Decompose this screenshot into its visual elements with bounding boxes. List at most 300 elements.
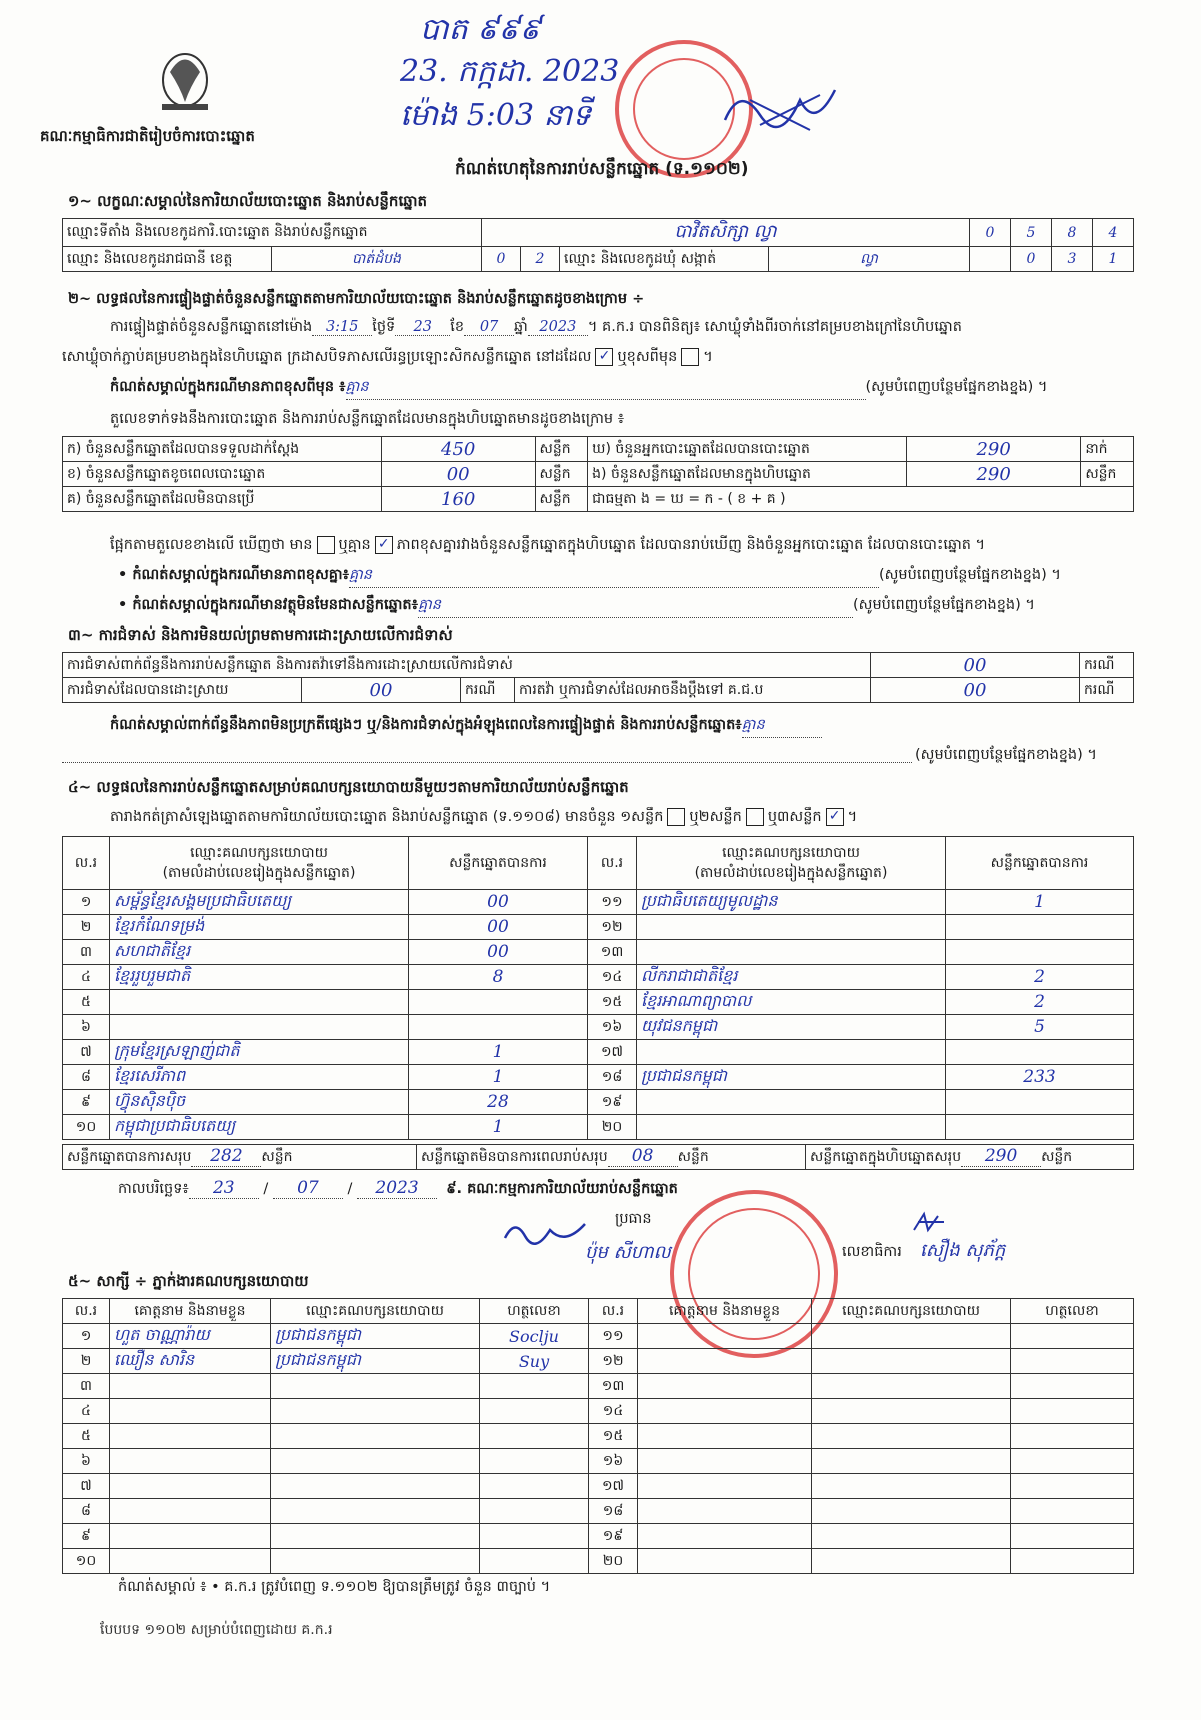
s4-total-label: សន្លឹកឆ្នោតក្នុងហិបឆ្នោតសរុប xyxy=(810,1149,962,1165)
s2-text: ។ គ.ក.រ បានពិនិត្យ៖ សោឃ្លុំទាំងពីរចាក់នៅគម្របខាងក្រៅនៃហិបឆ្នោត xyxy=(587,319,962,335)
witness-no-cell: ៨ xyxy=(63,1499,110,1524)
witness-party-cell xyxy=(812,1324,1011,1349)
section-4-heading: ៤~ លទ្ធផលនៃការរាប់សន្លឹកឆ្នោតសម្រាប់គណបក្សនយោបាយនីមួយៗតាមការិយាល័យរាប់សន្លឹកឆ្នោត xyxy=(68,778,629,796)
table-row xyxy=(63,1040,1134,1065)
witness-party-cell xyxy=(812,1424,1011,1449)
two-sheets-checkbox[interactable] xyxy=(746,808,764,826)
s2-unit: សន្លឹក xyxy=(535,462,588,487)
s2-ngo-value: 290 xyxy=(906,462,1080,487)
result-party-cell: ខ្មែររួបរួមជាតិ xyxy=(110,965,409,990)
witness-name-cell xyxy=(638,1424,812,1449)
witness-party-cell xyxy=(271,1499,480,1524)
witness-party-cell xyxy=(271,1399,480,1424)
result-no-cell: ១២ xyxy=(588,915,637,940)
s2-note-label: កំណត់សម្គាល់ក្នុងករណីមានភាពខុសពីមុន ៖ xyxy=(110,379,346,395)
result-party-cell: ប្រជាជនកម្ពុជា xyxy=(637,1065,946,1090)
result-party-cell xyxy=(110,1015,409,1040)
s1-province-name: បាត់ដំបង xyxy=(352,250,401,267)
witness-party-cell xyxy=(812,1474,1011,1499)
witness-party-cell xyxy=(271,1549,480,1574)
s2-note-2 xyxy=(118,566,1061,588)
chair-name: ប៉ុម សីហាល xyxy=(585,1242,671,1263)
witness-no-cell: ៥ xyxy=(63,1424,110,1449)
witness-signature-cell xyxy=(480,1449,589,1474)
witness-party-cell xyxy=(271,1449,480,1474)
table-row xyxy=(63,1549,1134,1574)
witness-no-cell: ១៣ xyxy=(589,1374,638,1399)
witness-name-cell xyxy=(110,1399,271,1424)
table-row xyxy=(63,940,1134,965)
witness-table xyxy=(62,1298,1134,1574)
witness-party-cell xyxy=(812,1449,1011,1474)
witness-name-cell xyxy=(110,1424,271,1449)
witness-party-cell xyxy=(812,1399,1011,1424)
nec-emblem-icon xyxy=(150,42,220,117)
s4-text: ឬ២សន្លឹក xyxy=(689,809,742,825)
s1-row1-label: ឈ្មោះទីតាំង និងលេខកូដការិ.បោះឆ្នោត និងរាប់សន្លឹកឆ្នោត xyxy=(63,219,482,247)
s4-date-month: 07 xyxy=(273,1178,343,1199)
s4-totals-table xyxy=(62,1144,1134,1170)
col-party-subtitle: (តាមលំដាប់លេខរៀងក្នុងសន្លឹកឆ្នោត) xyxy=(694,865,888,881)
s2-unit: សន្លឹក xyxy=(535,487,588,512)
result-party-cell: សម្ព័ន្ធខ្មែរសង្គមប្រជាធិបតេយ្យ xyxy=(110,890,409,915)
result-party-cell: យុវជនកម្ពុជា xyxy=(637,1015,946,1040)
result-no-cell: ៩ xyxy=(63,1090,110,1115)
s1-code-digit: 0 xyxy=(970,219,1011,247)
result-no-cell: ១៤ xyxy=(588,965,637,990)
witness-signature-cell xyxy=(480,1399,589,1424)
result-party-cell: ខ្មែរកំណែទម្រង់ xyxy=(110,915,409,940)
result-no-cell: ១៩ xyxy=(588,1090,637,1115)
witness-signature-cell xyxy=(1011,1399,1134,1424)
col-party-header xyxy=(110,837,409,890)
result-votes-cell xyxy=(946,915,1134,940)
result-party-cell xyxy=(637,1040,946,1065)
s2-note-2-value: គ្មាន xyxy=(349,566,879,588)
witness-name-cell: ឈឿន សារិន xyxy=(110,1349,271,1374)
s2-text: ភាពខុសគ្នារវាងចំនួនសន្លឹកឆ្នោតក្នុងហិបឆ្នោត ដែលបានរាប់ឃើញ និងចំនួនអ្នកបោះឆ្នោត ដែលបានបោះឆ្នោត ។ xyxy=(396,537,986,553)
witness-name-cell xyxy=(638,1449,812,1474)
col-party-subtitle: (តាមលំដាប់លេខរៀងក្នុងសន្លឹកឆ្នោត) xyxy=(162,865,356,881)
witness-signature-cell xyxy=(480,1524,589,1549)
result-no-cell: ១ xyxy=(63,890,110,915)
witness-party-cell xyxy=(812,1499,1011,1524)
s2-note-1 xyxy=(110,378,1047,400)
witness-no-cell: ១៥ xyxy=(589,1424,638,1449)
s4-total-valid-value: 282 xyxy=(191,1146,261,1167)
result-party-cell: ហ៊្វុនស៊ិនប៉ិច xyxy=(110,1090,409,1115)
s2-note-label: • កំណត់សម្គាល់ក្នុងករណីមានភាពខុសគ្នា៖ xyxy=(118,567,349,583)
s1-commune-code-digit: 0 xyxy=(1011,247,1052,272)
witness-no-cell: ១៤ xyxy=(589,1399,638,1424)
s4-total-invalid xyxy=(417,1145,806,1170)
s2-unit: សន្លឹក xyxy=(1081,462,1134,487)
witness-no-cell: ១៧ xyxy=(589,1474,638,1499)
s1-commune-name: ល្វា xyxy=(860,250,878,267)
witness-name-cell xyxy=(638,1524,812,1549)
witness-signature-cell xyxy=(1011,1499,1134,1524)
secretary-name: សឿង សុភ័ក្ត xyxy=(920,1240,1006,1261)
s4-total-box xyxy=(806,1145,1134,1170)
s2-note-suffix: (សូមបំពេញបន្ថែមផ្នែកខាងខ្នង) ។ xyxy=(853,597,1035,613)
witness-signature-cell xyxy=(1011,1474,1134,1499)
witness-name-cell: ហួត ចាណ្ណារ៉ាយ xyxy=(110,1324,271,1349)
result-votes-cell xyxy=(946,1115,1134,1140)
s2-compare xyxy=(110,536,985,557)
w-col-name: គោត្តនាម និងនាមខ្លួន xyxy=(110,1299,271,1324)
table-row xyxy=(63,1015,1134,1040)
witness-signature-cell: Suy xyxy=(480,1349,589,1374)
witness-no-cell: ២ xyxy=(63,1349,110,1374)
result-votes-cell: 1 xyxy=(409,1040,588,1065)
table-row xyxy=(63,1474,1134,1499)
s2-intro: តួលេខទាក់ទងនឹងការបោះឆ្នោត និងការរាប់សន្លឹកឆ្នោតដែលមានក្នុងហិបឆ្នោតមានដូចខាងក្រោម ៖ xyxy=(110,411,625,427)
s4-text: ឬ៣សន្លឹក xyxy=(767,809,822,825)
witness-name-cell xyxy=(638,1349,812,1374)
section-1-heading: ១~ លក្ខណៈសម្គាល់នៃការិយាល័យបោះឆ្នោត និងរាប់សន្លឹកឆ្នោត xyxy=(68,192,428,210)
s2-time: 3:15 xyxy=(312,319,372,336)
section-2-heading: ២~ លទ្ធផលនៃការផ្ទៀងផ្ទាត់ចំនួនសន្លឹកឆ្នោតតាមការិយាល័យបោះឆ្នោត និងរាប់សន្លឹកឆ្នោតដូចខាងក្រោម ÷ xyxy=(68,291,645,307)
result-party-cell xyxy=(637,940,946,965)
witness-party-cell xyxy=(812,1349,1011,1374)
result-votes-cell: 233 xyxy=(946,1065,1134,1090)
witness-name-cell xyxy=(110,1524,271,1549)
table-row xyxy=(63,1499,1134,1524)
s2-unit: នាក់ xyxy=(1081,437,1134,462)
result-votes-cell: 1 xyxy=(409,1115,588,1140)
witness-no-cell: ៩ xyxy=(63,1524,110,1549)
s2-figures-table xyxy=(62,436,1134,512)
s2-g-label: គ) ចំនួនសន្លឹកឆ្នោតដែលមិនបានប្រើ xyxy=(63,487,382,512)
witness-name-cell xyxy=(110,1449,271,1474)
witness-no-cell: ១ xyxy=(63,1324,110,1349)
s2-ng-value: 290 xyxy=(906,437,1080,462)
s2-text: ការផ្ទៀងផ្ទាត់ចំនួនសន្លឹកឆ្នោតនៅម៉ោង xyxy=(110,319,313,335)
s4-date-year: 2023 xyxy=(357,1178,437,1199)
s2-k-value: 450 xyxy=(381,437,535,462)
section-1-table xyxy=(62,218,1134,272)
result-party-cell: ខ្មែរសេរីភាព xyxy=(110,1065,409,1090)
s3-note xyxy=(110,716,822,738)
s1-polling-station-name: បាវិតសិក្សា ល្វា xyxy=(482,219,970,247)
w-col-sign: ហត្ថលេខា xyxy=(480,1299,589,1324)
col-no-header: ល.រ xyxy=(588,837,637,890)
witness-party-cell xyxy=(271,1474,480,1499)
result-no-cell: ១៨ xyxy=(588,1065,637,1090)
s2-paragraph-2 xyxy=(62,348,713,369)
result-votes-cell: 2 xyxy=(946,990,1134,1015)
s2-note-suffix: (សូមបំពេញបន្ថែមផ្នែកខាងខ្នង) ។ xyxy=(865,379,1048,395)
witness-party-cell: ប្រជាជនកម្ពុជា xyxy=(271,1324,480,1349)
section-5-heading: ៥~ សាក្សី ÷ ភ្នាក់ងារគណបក្សនយោបាយ xyxy=(68,1272,309,1290)
witness-signature-cell xyxy=(1011,1549,1134,1574)
secretary-signature-icon xyxy=(910,1210,950,1236)
witness-signature-cell xyxy=(480,1374,589,1399)
s2-text: ឆ្នាំ xyxy=(514,319,528,335)
s4-date-label: កាលបរិច្ឆេទ៖ xyxy=(118,1181,189,1197)
handwritten-header-line1: បាត ៩៩៩ xyxy=(420,12,541,47)
signature-top-icon xyxy=(720,80,840,140)
s2-text: ថ្ងៃទី xyxy=(372,319,396,335)
s4-text: ។ xyxy=(847,809,858,825)
s3-r2-label: ការជំទាស់ដែលបានដោះស្រាយ xyxy=(63,678,302,703)
table-row xyxy=(63,990,1134,1015)
s2-kh-value: 00 xyxy=(381,462,535,487)
result-votes-cell xyxy=(946,1040,1134,1065)
s4-total-invalid-value: 08 xyxy=(608,1146,678,1167)
result-votes-cell: 28 xyxy=(409,1090,588,1115)
result-votes-cell: 1 xyxy=(946,890,1134,915)
s3-note-continuation-line xyxy=(62,744,912,763)
form-code: បែបបទ ១១០២ សម្រាប់បំពេញដោយ គ.ក.រ xyxy=(100,1622,333,1638)
result-votes-cell: 00 xyxy=(409,940,588,965)
no-difference-checkbox[interactable]: ✓ xyxy=(375,536,393,554)
result-no-cell: ២ xyxy=(63,915,110,940)
s1-row2-label2: ឈ្មោះ និងលេខកូដឃុំ សង្កាត់ xyxy=(560,247,769,271)
section-3-heading: ៣~ ការជំទាស់ និងការមិនយល់ព្រមតាមការដោះស្រាយលើការជំទាស់ xyxy=(68,626,453,644)
s2-k-label: ក) ចំនួនសន្លឹកឆ្នោតដែលបានទទួលដាក់ស្តែង xyxy=(63,437,382,462)
result-no-cell: ៤ xyxy=(63,965,110,990)
w-col-party: ឈ្មោះគណបក្សនយោបាយ xyxy=(812,1299,1011,1324)
witness-signature-cell xyxy=(480,1549,589,1574)
s3-r2-value2: 00 xyxy=(871,678,1080,703)
witness-signature-cell xyxy=(1011,1424,1134,1449)
s4-unit: សន្លឹក xyxy=(1041,1149,1073,1165)
s3-unit: ករណី xyxy=(1080,678,1134,703)
s2-note-label: • កំណត់សម្គាល់ក្នុងករណីមានវត្ថុមិនមែនជាសន្លឹកឆ្នោត៖ xyxy=(118,597,418,613)
s3-note-suffix: (សូមបំពេញបន្ថែមផ្នែកខាងខ្នង) ។ xyxy=(915,747,1097,763)
table-row xyxy=(63,1349,1134,1374)
document-title: កំណត់ហេតុនៃការរាប់សន្លឹកឆ្នោត (ទ.១១០២) xyxy=(455,159,749,179)
s1-code-digit: 4 xyxy=(1093,219,1134,247)
table-row xyxy=(63,1399,1134,1424)
result-party-cell: សហជាតិខ្មែរ xyxy=(110,940,409,965)
table-row xyxy=(63,1090,1134,1115)
chair-signature-icon xyxy=(500,1218,590,1248)
different-checkbox[interactable] xyxy=(681,348,699,366)
table-row xyxy=(63,1065,1134,1090)
w-col-sign: ហត្ថលេខា xyxy=(1011,1299,1134,1324)
s2-ng-label: ឃ) ចំនួនអ្នកបោះឆ្នោតដែលបានបោះឆ្នោត xyxy=(588,437,907,462)
s3-note-value: គ្មាន xyxy=(742,716,822,738)
w-col-name: គោត្តនាម និងនាមខ្លួន xyxy=(638,1299,812,1324)
witness-no-cell: ១៨ xyxy=(589,1499,638,1524)
witness-name-cell xyxy=(110,1549,271,1574)
result-party-cell xyxy=(110,990,409,1015)
s2-ngo-label: ង) ចំនួនសន្លឹកឆ្នោតដែលមានក្នុងហិបឆ្នោត xyxy=(588,462,907,487)
footnote: កំណត់សម្គាល់ ៖ • គ.ក.រ ត្រូវបំពេញ ទ.១១០២ ឱ្យបានត្រឹមត្រូវ ចំនួន ៣ច្បាប់ ។ xyxy=(118,1579,551,1595)
witness-party-cell xyxy=(271,1524,480,1549)
s2-note-3-value: គ្មាន xyxy=(418,596,853,618)
s1-province-code-digit: 2 xyxy=(521,247,560,272)
w-col-party: ឈ្មោះគណបក្សនយោបាយ xyxy=(271,1299,480,1324)
w-col-no: ល.រ xyxy=(589,1299,638,1324)
s2-unit: សន្លឹក xyxy=(535,437,588,462)
s3-r1-label: ការជំទាស់ពាក់ព័ន្ធនឹងការរាប់សន្លឹកឆ្នោត និងការតវ៉ាទៅនឹងការដោះស្រាយលើការជំទាស់ xyxy=(63,653,871,678)
witness-name-cell xyxy=(638,1499,812,1524)
witness-name-cell xyxy=(638,1324,812,1349)
s4-date-day: 23 xyxy=(189,1178,259,1199)
s2-note-3 xyxy=(118,596,1035,618)
result-party-cell xyxy=(637,1090,946,1115)
s4-date-line: កាលបរិច្ឆេទ៖ 23 / 07 / 2023 ៩. គណៈកម្មការការិយាល័យរាប់សន្លឹកឆ្នោត xyxy=(118,1178,678,1198)
s2-text: ។ xyxy=(703,349,713,365)
s2-text: សោឃ្លុំចាក់ភ្ជាប់គម្របខាងក្នុងនៃហិបឆ្នោត ក្រដាសបិទភាសលើរន្ធប្រឡោះសិកសន្លឹកឆ្នោត នៅដដែល xyxy=(62,349,592,365)
col-votes-header: សន្លឹកឆ្នោតបានការ xyxy=(409,837,588,890)
col-no-header: ល.រ xyxy=(63,837,110,890)
s4-total-valid xyxy=(63,1145,417,1170)
result-votes-cell: 8 xyxy=(409,965,588,990)
witness-name-cell xyxy=(110,1374,271,1399)
s3-r2-value: 00 xyxy=(302,678,461,703)
secretary-label: លេខាធិការ xyxy=(842,1244,902,1260)
s4-committee: ៩. គណៈកម្មការការិយាល័យរាប់សន្លឹកឆ្នោត xyxy=(446,1181,678,1197)
result-no-cell: ៧ xyxy=(63,1040,110,1065)
s2-note-1-value: គ្មាន xyxy=(346,378,866,400)
s3-unit: ករណី xyxy=(461,678,515,702)
table-row xyxy=(63,890,1134,915)
witness-name-cell xyxy=(638,1374,812,1399)
s2-day: 23 xyxy=(395,319,450,336)
table-row xyxy=(63,965,1134,990)
party-results-table xyxy=(62,836,1134,1140)
has-difference-checkbox[interactable] xyxy=(317,536,335,554)
s4-tally-sheets xyxy=(110,808,857,829)
s2-month: 07 xyxy=(464,319,514,336)
s2-kh-label: ខ) ចំនួនសន្លឹកឆ្នោតខូចពេលបោះឆ្នោត xyxy=(63,462,382,487)
witness-signature-cell xyxy=(480,1499,589,1524)
table-row xyxy=(63,1424,1134,1449)
witness-name-cell xyxy=(110,1499,271,1524)
s4-unit: សន្លឹក xyxy=(261,1149,293,1165)
section-3-table xyxy=(62,652,1134,703)
s2-g-value: 160 xyxy=(381,487,535,512)
s3-r1-value: 00 xyxy=(871,653,1080,678)
s3-note-label: កំណត់សម្គាល់ពាក់ព័ន្ធនឹងភាពមិនប្រក្រតីផ្សេងៗ ឬ/និងការជំទាស់ក្នុងអំឡុងពេលនៃការផ្ទៀងផ្ទាត់ និងការរាប់សន្លឹកឆ្នោត៖ xyxy=(110,717,742,733)
result-no-cell: ១៣ xyxy=(588,940,637,965)
s3-unit: ករណី xyxy=(1080,653,1134,678)
result-votes-cell xyxy=(409,1015,588,1040)
witness-no-cell: ៦ xyxy=(63,1449,110,1474)
result-no-cell: ៨ xyxy=(63,1065,110,1090)
witness-signature-cell xyxy=(1011,1449,1134,1474)
witness-party-cell: ប្រជាជនកម្ពុជា xyxy=(271,1349,480,1374)
chair-label: ប្រធាន xyxy=(615,1211,652,1227)
witness-no-cell: ១៦ xyxy=(589,1449,638,1474)
result-no-cell: ១០ xyxy=(63,1115,110,1140)
witness-party-cell xyxy=(812,1524,1011,1549)
col-party-title: ឈ្មោះគណបក្សនយោបាយ xyxy=(722,845,860,861)
result-no-cell: ១៥ xyxy=(588,990,637,1015)
result-votes-cell: 00 xyxy=(409,890,588,915)
result-no-cell: ២០ xyxy=(588,1115,637,1140)
table-row xyxy=(63,1524,1134,1549)
result-no-cell: ១៧ xyxy=(588,1040,637,1065)
result-votes-cell xyxy=(946,1090,1134,1115)
witness-signature-cell xyxy=(480,1474,589,1499)
result-votes-cell xyxy=(409,990,588,1015)
result-votes-cell: 5 xyxy=(946,1015,1134,1040)
table-row xyxy=(63,915,1134,940)
w-col-no: ល.រ xyxy=(63,1299,110,1324)
result-party-cell: ប្រជាធិបតេយ្យមូលដ្ឋាន xyxy=(637,890,946,915)
witness-name-cell xyxy=(638,1399,812,1424)
col-votes-header: សន្លឹកឆ្នោតបានការ xyxy=(946,837,1134,890)
one-sheet-checkbox[interactable] xyxy=(667,808,685,826)
s2-text: ផ្អែកតាមតួលេខខាងលើ ឃើញថា មាន xyxy=(110,537,313,553)
s2-paragraph-1 xyxy=(110,318,962,339)
table-row xyxy=(63,1115,1134,1140)
s1-commune-code-digit: 1 xyxy=(1093,247,1134,272)
witness-party-cell xyxy=(271,1424,480,1449)
witness-signature-cell: Soclju xyxy=(480,1324,589,1349)
witness-no-cell: ១០ xyxy=(63,1549,110,1574)
result-votes-cell: 2 xyxy=(946,965,1134,990)
handwritten-header-line2: 23. កក្កដា. 2023 xyxy=(400,54,620,89)
s3-r2-label2: ការតវ៉ា ឬការជំទាស់ដែលអាចនឹងប្តឹងទៅ គ.ជ.ប xyxy=(519,681,764,698)
result-party-cell: ក្រុមខ្មែរស្រឡាញ់ជាតិ xyxy=(110,1040,409,1065)
s4-total-label: សន្លឹកឆ្នោតមិនបានការពេលរាប់សរុប xyxy=(421,1149,608,1165)
witness-signature-cell xyxy=(1011,1524,1134,1549)
result-party-cell xyxy=(637,915,946,940)
three-sheets-checkbox[interactable]: ✓ xyxy=(826,808,844,826)
s2-text: ឬគ្មាន xyxy=(338,537,371,553)
s1-province-code-digit: 0 xyxy=(482,247,521,272)
s4-total-box-value: 290 xyxy=(961,1146,1041,1167)
handwritten-header-line3: ម៉ោង 5:03 នាទី xyxy=(400,98,592,133)
witness-no-cell: ៣ xyxy=(63,1374,110,1399)
witness-party-cell xyxy=(271,1374,480,1399)
result-no-cell: ៥ xyxy=(63,990,110,1015)
table-row xyxy=(63,1449,1134,1474)
witness-no-cell: ៧ xyxy=(63,1474,110,1499)
result-party-cell xyxy=(637,1115,946,1140)
s2-note-suffix: (សូមបំពេញបន្ថែមផ្នែកខាងខ្នង) ។ xyxy=(878,567,1061,583)
col-party-title: ឈ្មោះគណបក្សនយោបាយ xyxy=(190,845,328,861)
result-no-cell: ៦ xyxy=(63,1015,110,1040)
witness-name-cell xyxy=(110,1474,271,1499)
result-no-cell: ៣ xyxy=(63,940,110,965)
witness-party-cell xyxy=(812,1374,1011,1399)
witness-no-cell: ២០ xyxy=(589,1549,638,1574)
s2-year: 2023 xyxy=(528,319,588,336)
same-checkbox[interactable]: ✓ xyxy=(595,348,613,366)
s1-commune-code-digit: 3 xyxy=(1052,247,1093,272)
s4-text: តារាងកត់ត្រាសំឡេងឆ្នោតតាមការិយាល័យបោះឆ្នោត និងរាប់សន្លឹកឆ្នោត (ទ.១១០៨) មានចំនួន ១សន្លឹក xyxy=(110,809,664,825)
witness-party-cell xyxy=(812,1549,1011,1574)
witness-no-cell: ៤ xyxy=(63,1399,110,1424)
witness-signature-cell xyxy=(1011,1324,1134,1349)
result-party-cell: កម្ពុជាប្រជាធិបតេយ្យ xyxy=(110,1115,409,1140)
result-party-cell: លីករាជាជាតិខ្មែរ xyxy=(637,965,946,990)
s4-unit: សន្លឹក xyxy=(677,1149,709,1165)
witness-name-cell xyxy=(638,1474,812,1499)
org-name: គណៈកម្មាធិការជាតិរៀបចំការបោះឆ្នោត xyxy=(40,127,255,145)
witness-name-cell xyxy=(638,1549,812,1574)
s4-total-label: សន្លឹកឆ្នោតបានការសរុប xyxy=(67,1149,192,1165)
s2-formula: ជាធម្មតា ង = ឃ = ក - ( ខ + គ ) xyxy=(588,487,1134,512)
witness-no-cell: ១៩ xyxy=(589,1524,638,1549)
s1-row2-label: ឈ្មោះ និងលេខកូដរាជធានី ខេត្ត xyxy=(63,247,272,271)
s2-text: ខែ xyxy=(450,319,465,335)
col-party-header xyxy=(637,837,946,890)
s2-text: ឬខុសពីមុន xyxy=(617,349,678,365)
result-votes-cell: 1 xyxy=(409,1065,588,1090)
result-no-cell: ១៦ xyxy=(588,1015,637,1040)
witness-signature-cell xyxy=(480,1424,589,1449)
s1-code-digit: 5 xyxy=(1011,219,1052,247)
table-row xyxy=(63,1324,1134,1349)
